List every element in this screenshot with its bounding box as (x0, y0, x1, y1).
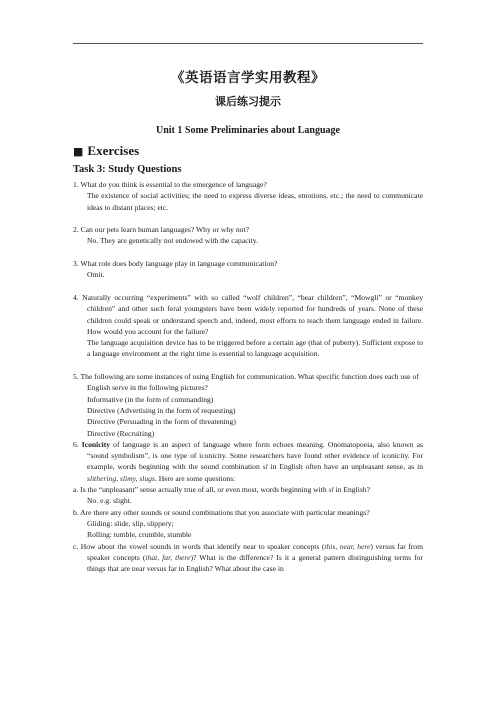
exercise-body (73, 179, 423, 574)
unit-title: Unit 1 Some Preliminaries about Language (156, 125, 340, 136)
answer-6a: No. e.g. slight. (87, 496, 132, 506)
answer-2: No. They are genetically not endowed with the capacity. (87, 236, 259, 246)
question-4: 4. Naturally occurring “experiments” with so called “wolf children”, “bear children”, “Mowgli” or “monkey children” and other such feral youngsters have been widely reported for hundreds of years. None of these children could speak or understand speech and, indeed, most efforts to teach them language ended in failure. How would you account for the failure? (73, 292, 423, 336)
example-words: slithering, slimy, slugs (87, 473, 155, 483)
answer-6b-item: Rolling: tumble, crumble, stumble (87, 530, 192, 540)
answer-3: Omit. (87, 270, 105, 280)
answer-1: The existence of social activities; the need to express diverse ideas, emotions, etc.; the need to communicate ideas to distant places; etc. (87, 191, 423, 212)
task-heading: Task 3: Study Questions (73, 164, 182, 175)
answer-5-item: Directive (Advertising in the form of requesting) (87, 405, 236, 415)
document-subtitle: 课后练习提示 (215, 96, 281, 108)
answer-4: The language acquisition device has to be triggered before a certain age (that of puberty). Sufficient expose to a language environment at the right time is essential to language acquisition. (87, 338, 423, 359)
question-6: 6. Iconicity of language is an aspect of language where form echoes meaning. Onomatopoeia, also known as “sound symbolism”, is one type of iconicity. Some researchers have found other evidence of iconicity. For example, words beginning with the sound combination sl in English often have an unpleasant sense, as in slithering, slimy, slugs. Here are some questions: (73, 439, 423, 483)
exercises-heading (73, 143, 139, 159)
exercises-heading-text: Exercises (87, 143, 140, 158)
header-rule (73, 43, 423, 44)
question-3: 3. What role does body language play in language communication? (73, 259, 278, 269)
iconicity-term: Iconicity (81, 439, 111, 449)
answer-5-item: Directive (Recruiting) (87, 428, 155, 438)
square-bullet-icon: ■ (73, 145, 84, 158)
answer-5-item: Informative (in the form of commanding) (87, 394, 214, 404)
question-6c: c. How about the vowel sounds in words that identify near to speaker concepts (this, near, here) versus far from speaker concepts (that, far, there)? What is the difference? Is it a general pattern distinguishing terms for things that are near versus far in English? What about the case in (73, 541, 423, 574)
question-6a: a. Is the “unpleasant” sense actually true of all, or even most, words beginning with sl in English? (73, 485, 370, 495)
answer-5-item: Directive (Persuading in the form of threatening) (87, 417, 236, 427)
question-6b: b. Are there any other sounds or sound combinations that you associate with particular meanings? (73, 507, 370, 517)
book-title: 《英语语言学实用教程》 (171, 70, 325, 85)
question-1: 1. What do you think is essential to the emergence of language? (73, 180, 267, 189)
answer-6b-item: Gliding: slide, slip, slippery; (87, 518, 174, 528)
question-5: 5. The following are some instances of using English for communication. What specific function does each use of English serve in the following pictures? (73, 372, 419, 393)
question-2: 2. Can our pets learn human languages? Why or why not? (73, 225, 249, 235)
